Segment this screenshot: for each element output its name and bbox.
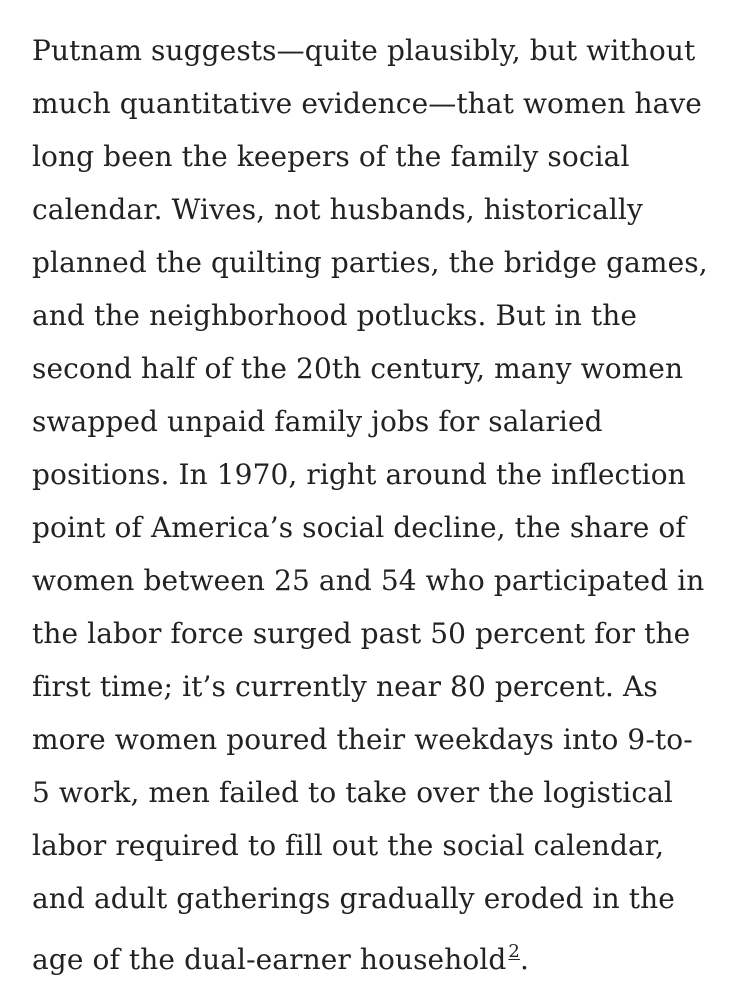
- paragraph-line: positions. In 1970, right around the inflection: [32, 458, 686, 491]
- paragraph-line: women between 25 and 54 who participated in: [32, 564, 705, 597]
- paragraph-line: first time; it’s currently near 80 percent. As: [32, 670, 658, 703]
- paragraph-line: point of America’s social decline, the share of: [32, 511, 686, 544]
- paragraph-line: more women poured their weekdays into 9-to-: [32, 723, 693, 756]
- paragraph-line: and adult gatherings gradually eroded in the: [32, 882, 675, 915]
- paragraph-line: swapped unpaid family jobs for salaried: [32, 405, 603, 438]
- paragraph-last-line: [32, 925, 742, 978]
- paragraph-line-text: age of the dual-earner household: [32, 943, 507, 976]
- paragraph-line: labor required to fill out the social calendar,: [32, 829, 665, 862]
- paragraph-line: Putnam suggests—quite plausibly, but without: [32, 34, 696, 67]
- paragraph-line: much quantitative evidence—that women have: [32, 87, 702, 120]
- footnote-link[interactable]: 2: [508, 941, 520, 962]
- paragraph-line: planned the quilting parties, the bridge games,: [32, 246, 708, 279]
- paragraph-line: 5 work, men failed to take over the logistical: [32, 776, 673, 809]
- paragraph-line: and the neighborhood potlucks. But in the: [32, 299, 638, 332]
- article-paragraph: [32, 24, 742, 978]
- end-punctuation: .: [519, 943, 529, 976]
- paragraph-line: calendar. Wives, not husbands, historically: [32, 193, 643, 226]
- paragraph-line: long been the keepers of the family social: [32, 140, 630, 173]
- paragraph-line: second half of the 20th century, many women: [32, 352, 684, 385]
- paragraph-line: the labor force surged past 50 percent for the: [32, 617, 691, 650]
